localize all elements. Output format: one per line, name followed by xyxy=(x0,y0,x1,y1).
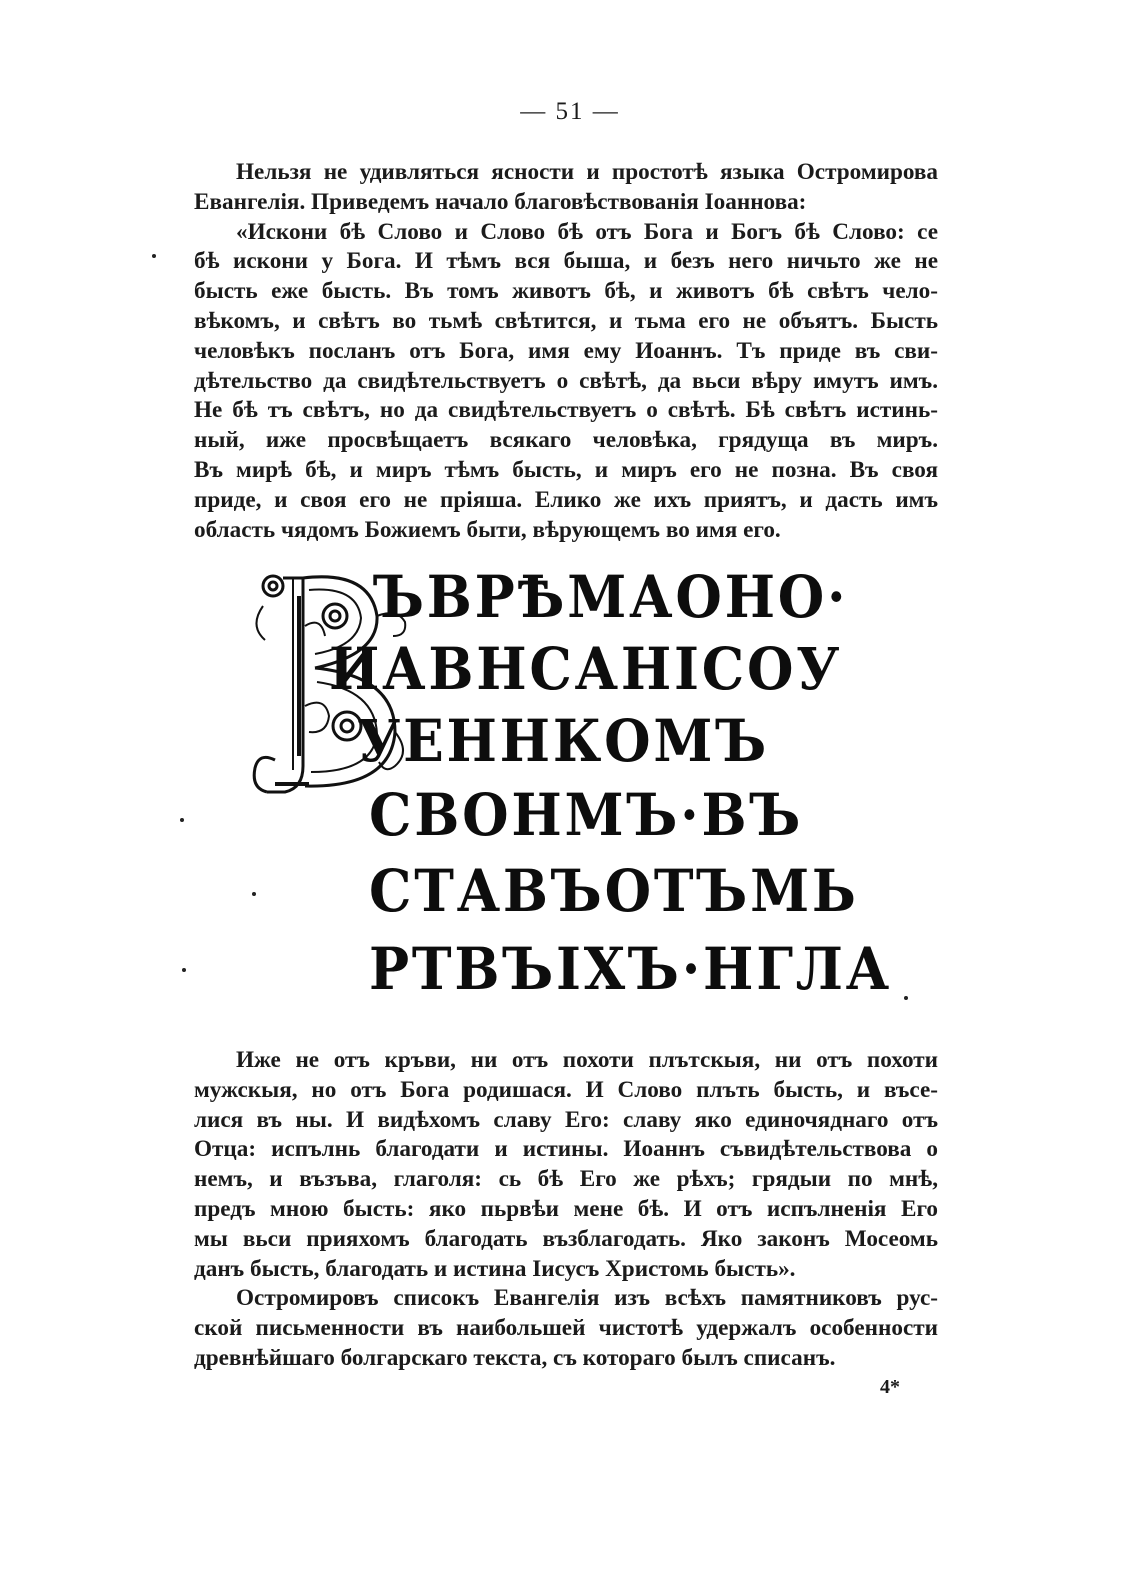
text-line: вѣкомъ, и свѣтъ во тьмѣ свѣтится, и тьма его не объятъ. Бысть xyxy=(194,307,938,334)
manuscript-facsimile xyxy=(245,556,895,1036)
scan-speck xyxy=(180,818,184,822)
manuscript-line: СВОНМЪ·ВЪ xyxy=(369,781,804,849)
text-line: Нельзя не удивляться ясности и простотѣ языка Остромирова xyxy=(236,159,938,185)
scan-speck xyxy=(904,996,908,1000)
manuscript-line: ИАВНСАНІСОУ xyxy=(329,635,843,703)
text-line: Отца: испълнь благодати и истины. Иоаннъ съвидѣтельствова о xyxy=(194,1136,938,1163)
text-line: древнѣйшаго болгарскаго текста, съ котораго былъ списанъ. xyxy=(194,1344,836,1371)
text-line: человѣкъ посланъ отъ Бога, имя ему Иоаннъ. Тъ приде въ сви- xyxy=(194,337,938,364)
text-line: Иже не отъ кръви, ни отъ похоти плътскыя, ни отъ похоти xyxy=(236,1047,938,1073)
text-line: ской письменности въ наибольшей чистотѣ удержалъ особенности xyxy=(194,1315,938,1342)
manuscript-line: ЪВРѢМАОНО· xyxy=(373,563,849,631)
text-line: ный, иже просвѣщаетъ всякаго человѣка, грядуща въ миръ. xyxy=(194,427,938,454)
manuscript-line: УЕННКОМЪ xyxy=(357,707,770,775)
text-line: приде, и своя его не пріяша. Елико же ихъ приятъ, и дасть имъ xyxy=(194,486,938,513)
text-line: мужскыя, но отъ Бога родишася. И Слово плъть бысть, и въсе- xyxy=(194,1076,938,1103)
text-line: мы вьси прияхомъ благодать възблагодать. Яко законъ Мосеомь xyxy=(194,1225,938,1252)
scan-speck xyxy=(152,254,156,258)
text-line: Евангелія. Приведемъ начало благовѣствованія Іоаннова: xyxy=(194,188,807,215)
text-line: предъ мною бысть: яко пьрвѣи мене бѣ. И отъ испълненія Его xyxy=(194,1195,938,1222)
text-line: бысть еже бысть. Въ томъ животъ бѣ, и животъ бѣ свѣтъ чело- xyxy=(194,278,938,305)
text-line: бѣ искони у Бога. И тѣмъ вся быша, и безъ него ничьто же не xyxy=(194,248,938,275)
text-line: лися въ ны. И видѣхомъ славу Его: славу яко единочяднаго отъ xyxy=(194,1106,938,1133)
text-line: Въ мирѣ бѣ, и миръ тѣмъ бысть, и миръ его не позна. Въ своя xyxy=(194,456,938,483)
text-line: Остромировъ списокъ Евангелія изъ всѣхъ памятниковъ рус- xyxy=(236,1285,938,1312)
paragraph-after-quote xyxy=(194,1046,938,1374)
paragraph-before-quote xyxy=(194,158,938,545)
text-line: Не бѣ тъ свѣтъ, но да свидѣтельствуетъ о свѣтѣ. Бѣ свѣтъ истинь- xyxy=(194,397,938,424)
text-line: немъ, и възъва, глаголя: сь бѣ Его же рѣхъ; грядыи по мнѣ, xyxy=(194,1166,938,1193)
text-line: область чядомъ Божиемъ быти, вѣрующемъ во имя его. xyxy=(194,516,781,543)
scan-speck xyxy=(252,892,256,896)
signature-mark: 4* xyxy=(880,1376,900,1398)
text-line: «Искони бѣ Слово и Слово бѣ отъ Бога и Богъ бѣ Слово: се xyxy=(236,218,938,245)
page-number: — 51 — xyxy=(520,98,620,125)
text-line: дѣтельство да свидѣтельствуетъ о свѣтѣ, да вьси вѣру имутъ имъ. xyxy=(194,367,938,394)
text-line: данъ бысть, благодать и истина Іисусъ Христомь бысть». xyxy=(194,1255,796,1282)
scan-speck xyxy=(182,968,186,972)
manuscript-line: РТВЪІХЪ·НГЛА xyxy=(369,935,892,1003)
manuscript-line: СТАВЪОТЪМЬ xyxy=(369,857,859,925)
